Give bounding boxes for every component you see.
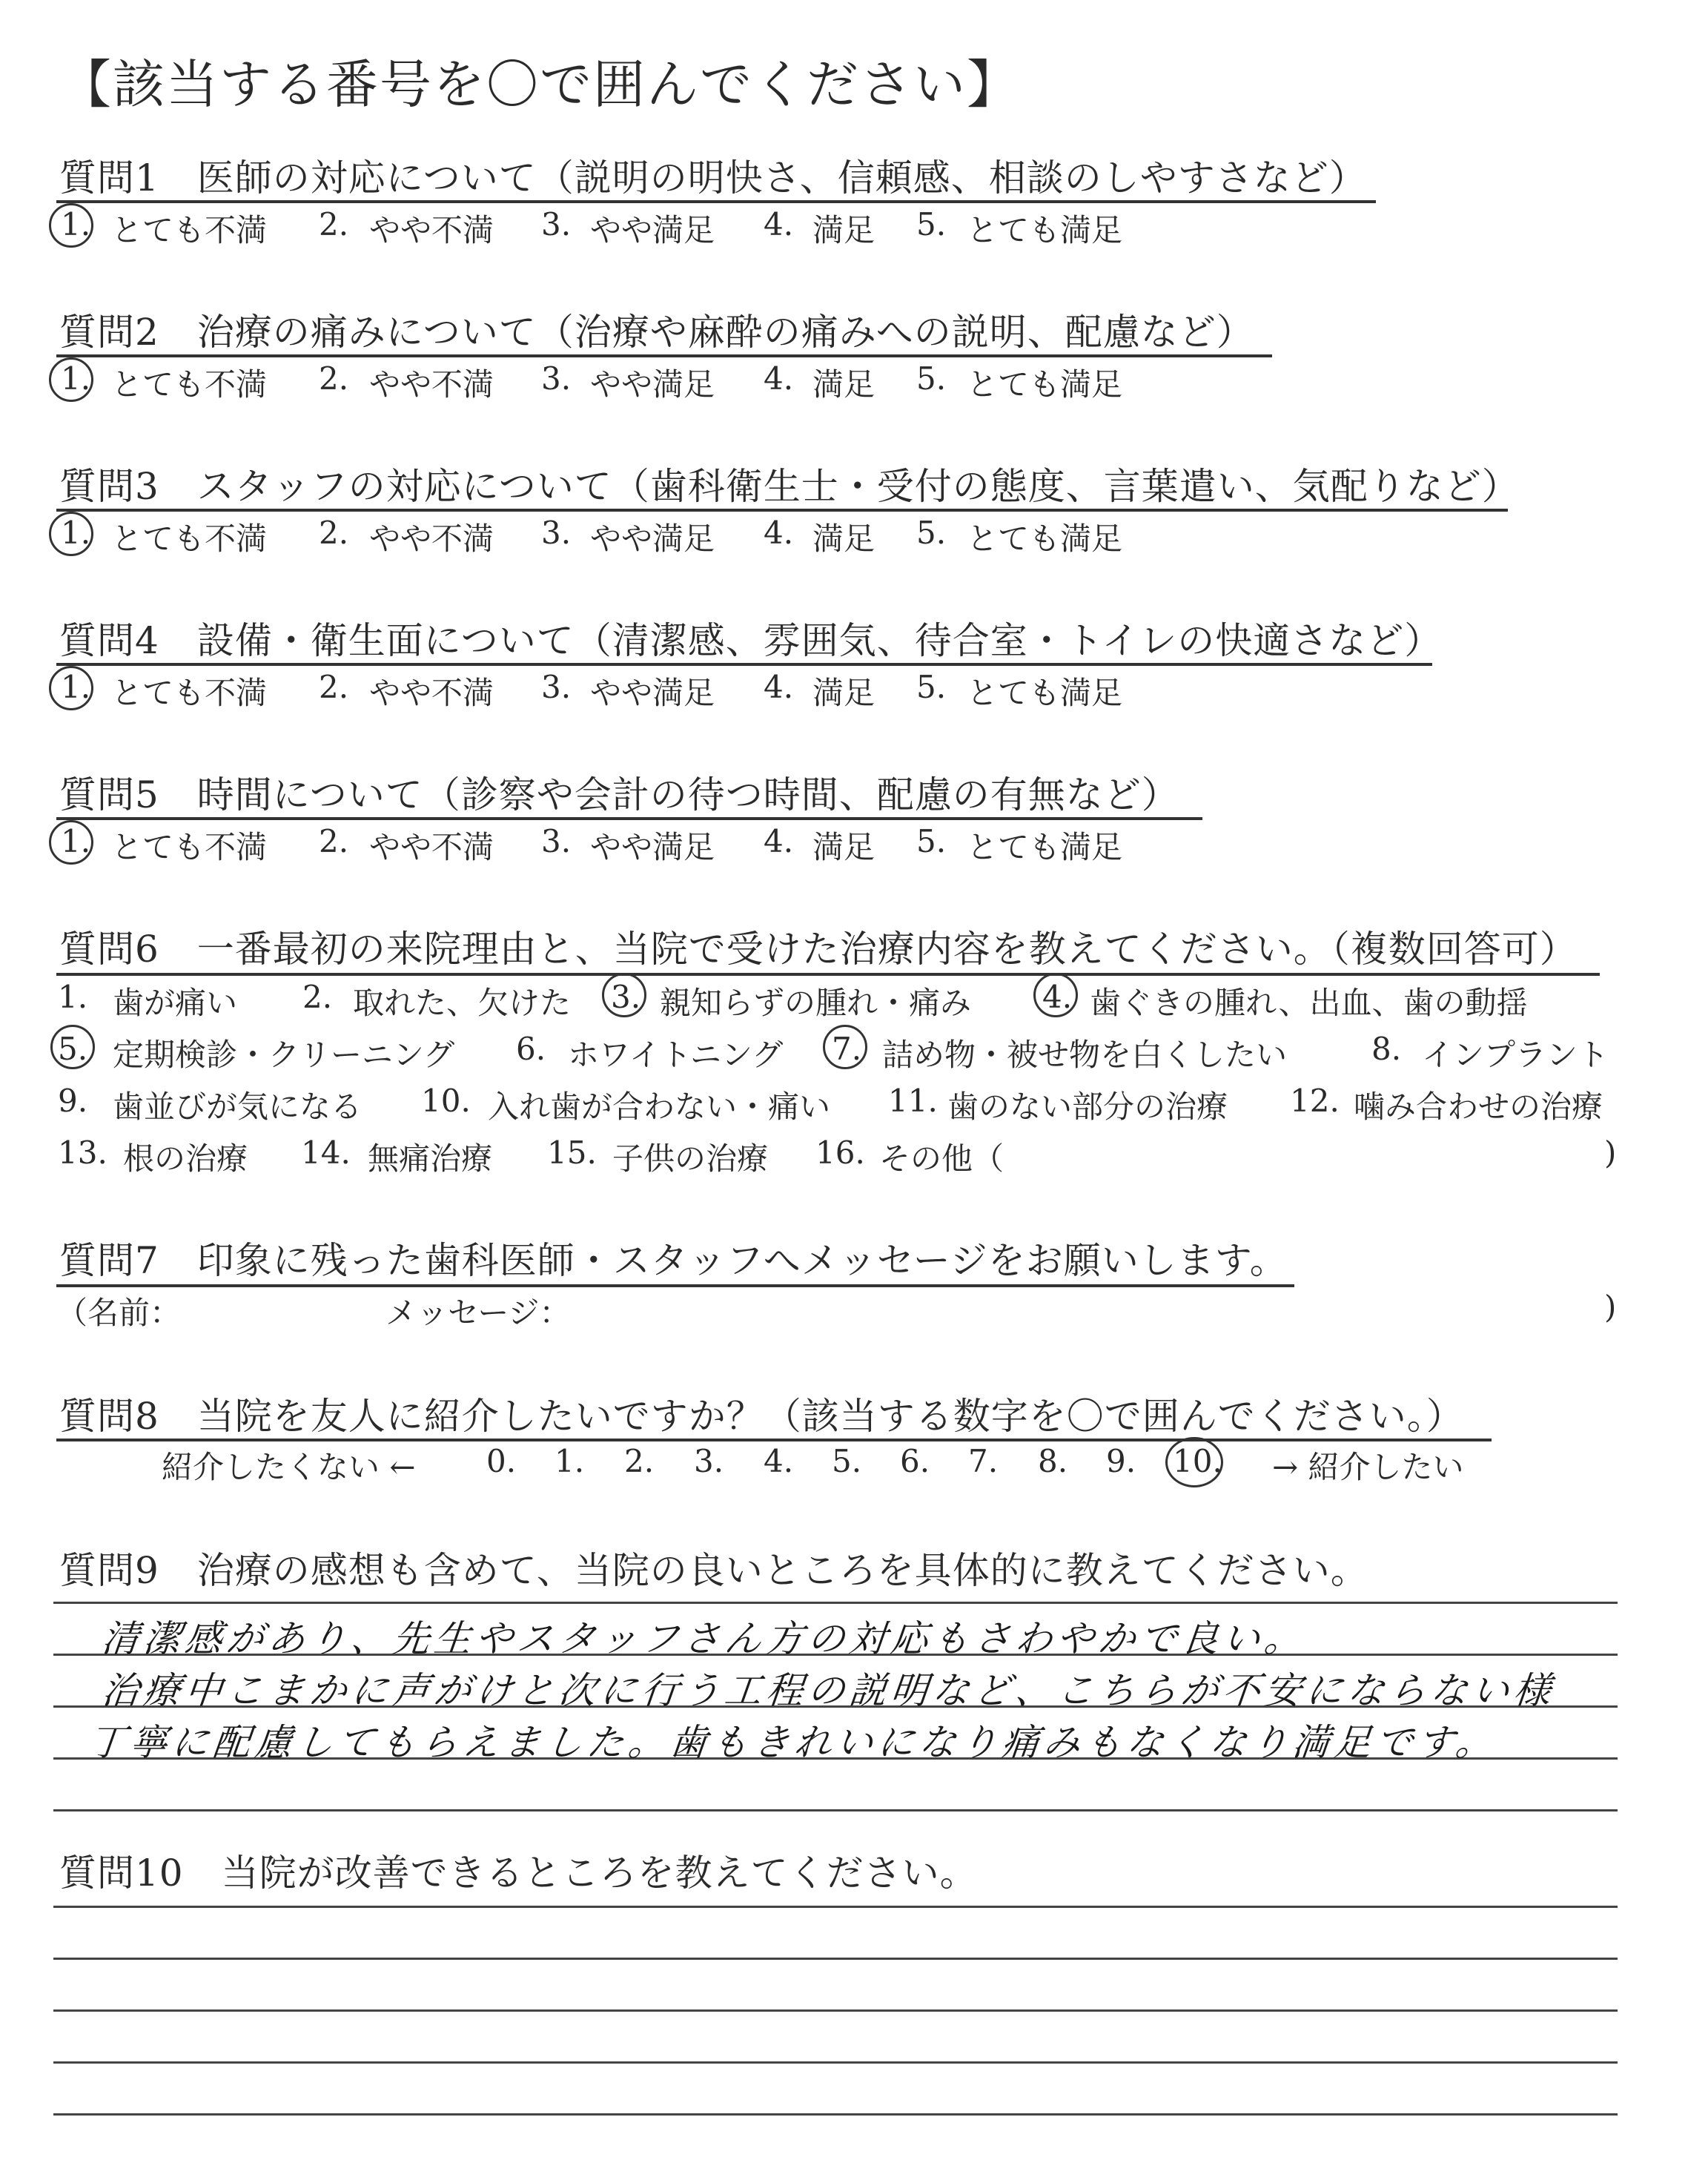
selection-circle [49,512,93,556]
handwritten-answer-line: 治療中こまかに声がけと次に行う工程の説明など、こちらが不安にならない様 [99,1669,1558,1712]
answer-line [53,2009,1618,2012]
selection-circle [50,1025,95,1069]
scale-number: 4. [764,515,794,551]
q5-heading: 質問5 時間について（診察や会計の待つ時間、配慮の有無など） [59,773,1179,816]
q10-heading: 質問10 当院が改善できるところを教えてください。 [59,1852,978,1895]
answer-line [53,2113,1618,2116]
q9-heading: 質問9 治療の感想も含めて、当院の良いところを具体的に教えてください。 [59,1549,1368,1592]
scale-number: 5. [916,515,947,551]
scale-label: とても不満 [111,521,268,557]
scale-label: とても不満 [111,829,268,865]
q6-opt-label: 入れ歯が合わない・痛い [488,1089,831,1125]
scale-number: 2. [319,823,349,859]
q3-underline [56,509,1508,512]
scale-number: 1. [61,206,91,242]
scale-number: 1. [61,823,91,859]
scale-label: とても満足 [967,521,1123,557]
q6-opt-num: 8. [1371,1031,1402,1067]
q6-opt-num: 14. [301,1135,351,1171]
scale-number: 3. [541,823,572,859]
selection-circle [49,666,93,710]
q6-opt-label: 歯が痛い [113,985,238,1021]
q6-opt-label: 歯ぐきの腫れ、出血、歯の動揺 [1090,985,1528,1021]
q6-opt-label: 無痛治療 [368,1140,493,1177]
answer-line [53,1809,1618,1811]
scale-label: やや満足 [590,366,715,403]
q8-number: 7. [968,1443,999,1479]
handwritten-answer-line: 清潔感があり、先生やスタッフさん方の対応もさわやかで良い。 [99,1617,1308,1660]
q6-opt-num: 6. [516,1031,546,1067]
q7-heading: 質問7 印象に残った歯科医師・スタッフへメッセージをお願いします。 [59,1239,1288,1282]
q6-opt-label: 歯のない部分の治療 [947,1089,1228,1125]
q6-close-paren: ) [1604,1135,1617,1171]
scale-label: やや満足 [590,829,715,865]
scale-label: 満足 [812,829,875,865]
q6-opt-num: 4. [1042,979,1073,1015]
scale-number: 3. [541,206,572,242]
scale-number: 1. [61,669,91,705]
scale-number: 5. [916,669,947,705]
answer-line [53,2061,1618,2064]
scale-label: やや満足 [590,675,715,711]
q6-opt-num: 12. [1290,1083,1340,1119]
scale-number: 4. [764,669,794,705]
q8-right-label: → 紹介したい [1272,1449,1464,1485]
q6-opt-num: 9. [58,1083,88,1119]
selection-circle [602,973,646,1017]
scale-label: とても不満 [111,366,268,403]
q6-opt-num: 1. [58,979,88,1015]
q7-close-paren: ) [1604,1289,1617,1325]
scale-label: 満足 [812,366,875,403]
q5-underline [56,817,1202,820]
q6-opt-label: 噛み合わせの治療 [1354,1089,1603,1125]
scale-label: とても不満 [111,212,268,248]
scale-label: 満足 [812,675,875,711]
q8-number: 9. [1106,1443,1136,1479]
scale-label: やや不満 [369,675,494,711]
scale-label: とても満足 [967,366,1123,403]
q6-opt-label: 子供の治療 [612,1140,769,1177]
handwritten-answer-line: 丁寧に配慮してもらえました。歯もきれいになり痛みもなくなり満足です。 [86,1721,1500,1764]
q6-opt-num: 11. [888,1083,938,1119]
scale-number: 4. [764,360,794,397]
q6-opt-num: 10. [421,1083,471,1119]
q6-opt-label: 根の治療 [123,1140,248,1177]
selection-circle [823,1025,867,1069]
q6-opt-num: 3. [611,979,641,1015]
q6-opt-num: 2. [302,979,333,1015]
q6-opt-num: 15. [547,1135,597,1171]
scale-label: やや不満 [369,212,494,248]
q6-opt-label: 詰め物・被せ物を白くしたい [882,1037,1288,1073]
q8-left-label: 紹介したくない ← [162,1449,416,1485]
answer-line [53,1958,1618,1960]
q6-opt-label: 取れた、欠けた [353,985,572,1021]
q8-number: 1. [555,1443,585,1479]
selection-circle [49,357,93,402]
scale-label: とても満足 [967,675,1123,711]
q7-name-label: （名前： [56,1295,182,1331]
scale-number: 3. [541,669,572,705]
answer-line [53,1906,1618,1908]
scale-number: 5. [916,206,947,242]
scale-number: 5. [916,360,947,397]
q8-number: 6. [900,1443,930,1479]
scale-label: やや不満 [369,366,494,403]
scale-number: 3. [541,360,572,397]
selection-circle [49,820,93,865]
q6-opt-num: 7. [832,1031,862,1067]
q8-number: 3. [694,1443,724,1479]
q6-opt-label: 定期検診・クリーニング [113,1037,455,1073]
q6-opt-num: 13. [58,1135,107,1171]
q2-underline [56,354,1272,357]
scale-label: とても満足 [967,212,1123,248]
scale-label: 満足 [812,521,875,557]
q8-underline [56,1439,1492,1441]
scale-label: やや満足 [590,212,715,248]
q4-heading: 質問4 設備・衛生面について（清潔感、雰囲気、待合室・トイレの快適さなど） [59,619,1443,662]
scale-number: 1. [61,360,91,397]
scale-number: 1. [61,515,91,551]
scale-number: 4. [764,823,794,859]
q7-underline [56,1284,1294,1287]
q6-opt-label: その他（ [879,1140,1004,1177]
scale-number: 2. [319,669,349,705]
q8-number: 0. [486,1443,517,1479]
scale-number: 2. [319,360,349,397]
scale-label: 満足 [812,212,875,248]
scale-number: 2. [319,206,349,242]
q8-number: 5. [832,1443,862,1479]
q6-opt-num: 16. [815,1135,865,1171]
q8-heading: 質問8 当院を友人に紹介したいですか？（該当する数字を〇で囲んでください。） [59,1395,1464,1438]
q4-underline [56,663,1432,666]
q6-opt-label: ホワイトニング [568,1037,784,1073]
q3-heading: 質問3 スタッフの対応について（歯科衛生士・受付の態度、言葉遣い、気配りなど） [59,465,1520,508]
scale-number: 2. [319,515,349,551]
q7-message-label: メッセージ： [385,1295,571,1331]
q8-number: 10. [1173,1443,1222,1479]
scale-label: やや満足 [590,521,715,557]
q2-heading: 質問2 治療の痛みについて（治療や麻酔の痛みへの説明、配慮など） [59,311,1254,354]
scale-label: やや不満 [369,829,494,865]
answer-line [53,1602,1618,1604]
q6-opt-label: 親知らずの腫れ・痛み [660,985,972,1021]
selection-circle [1165,1437,1223,1487]
page-title: 【該当する番号を〇で囲んでください】 [59,54,1020,115]
q1-underline [56,200,1376,203]
selection-circle [1033,973,1078,1017]
scale-label: とても不満 [111,675,268,711]
scale-number: 5. [916,823,947,859]
scale-number: 3. [541,515,572,551]
q6-opt-label: インプラント [1422,1037,1609,1073]
q1-heading: 質問1 医師の対応について（説明の明快さ、信頼感、相談のしやすさなど） [59,156,1367,199]
scale-label: やや不満 [369,521,494,557]
scale-number: 4. [764,206,794,242]
q6-underline [56,973,1600,976]
q6-heading: 質問6 一番最初の来院理由と、当院で受けた治療内容を教えてください。（複数回答可） [59,928,1578,971]
q8-number: 2. [624,1443,655,1479]
q6-options [58,979,1652,1201]
selection-circle [49,203,93,248]
q6-opt-num: 5. [58,1031,88,1067]
q6-opt-label: 歯並びが気になる [113,1089,363,1125]
q8-number: 4. [764,1443,794,1479]
q8-number: 8. [1038,1443,1068,1479]
scale-label: とても満足 [967,829,1123,865]
